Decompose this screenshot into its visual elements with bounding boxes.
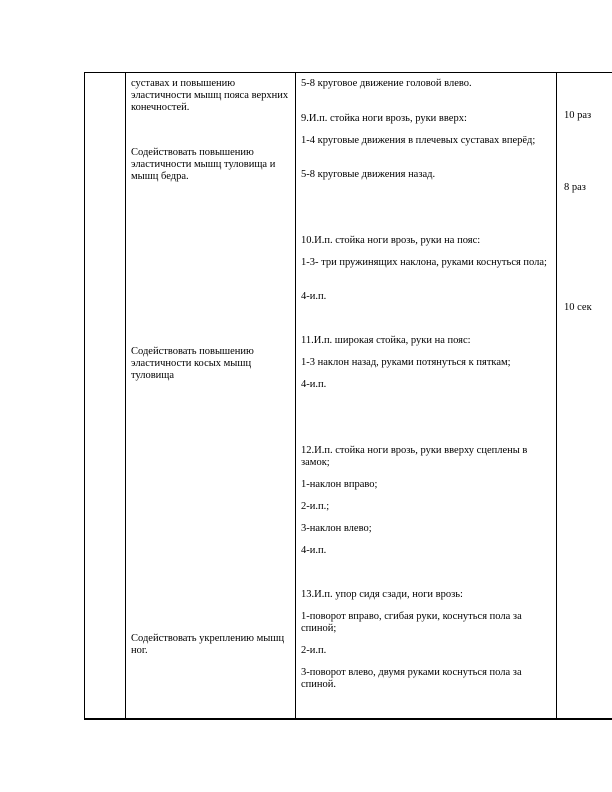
dosage-value: 8 раз xyxy=(564,182,586,193)
exercise-line: 1-3 наклон назад, руками потянуться к пяткам; xyxy=(301,357,511,368)
goal-text: Содействовать повышению эластичности косых мышц туловища xyxy=(131,346,254,381)
exercise-line: 5-8 круговое движение головой влево. xyxy=(301,78,472,89)
exercise-line: 11.И.п. широкая стойка, руки на пояс: xyxy=(301,335,471,346)
exercise-line: 4-и.п. xyxy=(301,291,327,302)
exercise-line: 3-наклон влево; xyxy=(301,523,372,534)
exercise-line: 5-8 круговые движения назад. xyxy=(301,169,436,180)
dosage-value: 10 раз xyxy=(564,110,592,121)
exercise-line: 1-поворот вправо, сгибая руки, коснуться пола за спиной; xyxy=(301,611,522,634)
column-divider xyxy=(295,73,296,718)
exercise-line: 1-наклон вправо; xyxy=(301,479,378,490)
exercise-table xyxy=(84,72,612,720)
exercise-line: 1-3- три пружинящих наклона, руками коснуться пола; xyxy=(301,257,547,268)
exercise-line: 13.И.п. упор сидя сзади, ноги врозь: xyxy=(301,589,463,600)
exercise-line: 3-поворот влево, двумя руками коснуться пола за спиной. xyxy=(301,667,522,690)
exercise-line: 12.И.п. стойка ноги врозь, руки вверху сцеплены в замок; xyxy=(301,445,528,468)
dosage-value: 10 сек xyxy=(564,302,592,313)
exercise-line: 4-и.п. xyxy=(301,545,327,556)
column-divider xyxy=(556,73,557,718)
exercise-line: 2-и.п. xyxy=(301,645,327,656)
goal-text: суставах и повышению эластичности мышц пояса верхних конечностей. xyxy=(131,78,289,113)
exercise-line: 2-и.п.; xyxy=(301,501,330,512)
exercise-line: 4-и.п. xyxy=(301,379,327,390)
column-divider xyxy=(125,73,126,718)
goal-text: Содействовать повышению эластичности мышц туловища и мышц бедра. xyxy=(131,147,276,182)
exercise-line: 1-4 круговые движения в плечевых суставах вперёд; xyxy=(301,135,536,146)
exercise-line: 9.И.п. стойка ноги врозь, руки вверх: xyxy=(301,113,467,124)
goal-text: Содействовать укреплению мышц ног. xyxy=(131,633,285,656)
exercise-line: 10.И.п. стойка ноги врозь, руки на пояс: xyxy=(301,235,481,246)
